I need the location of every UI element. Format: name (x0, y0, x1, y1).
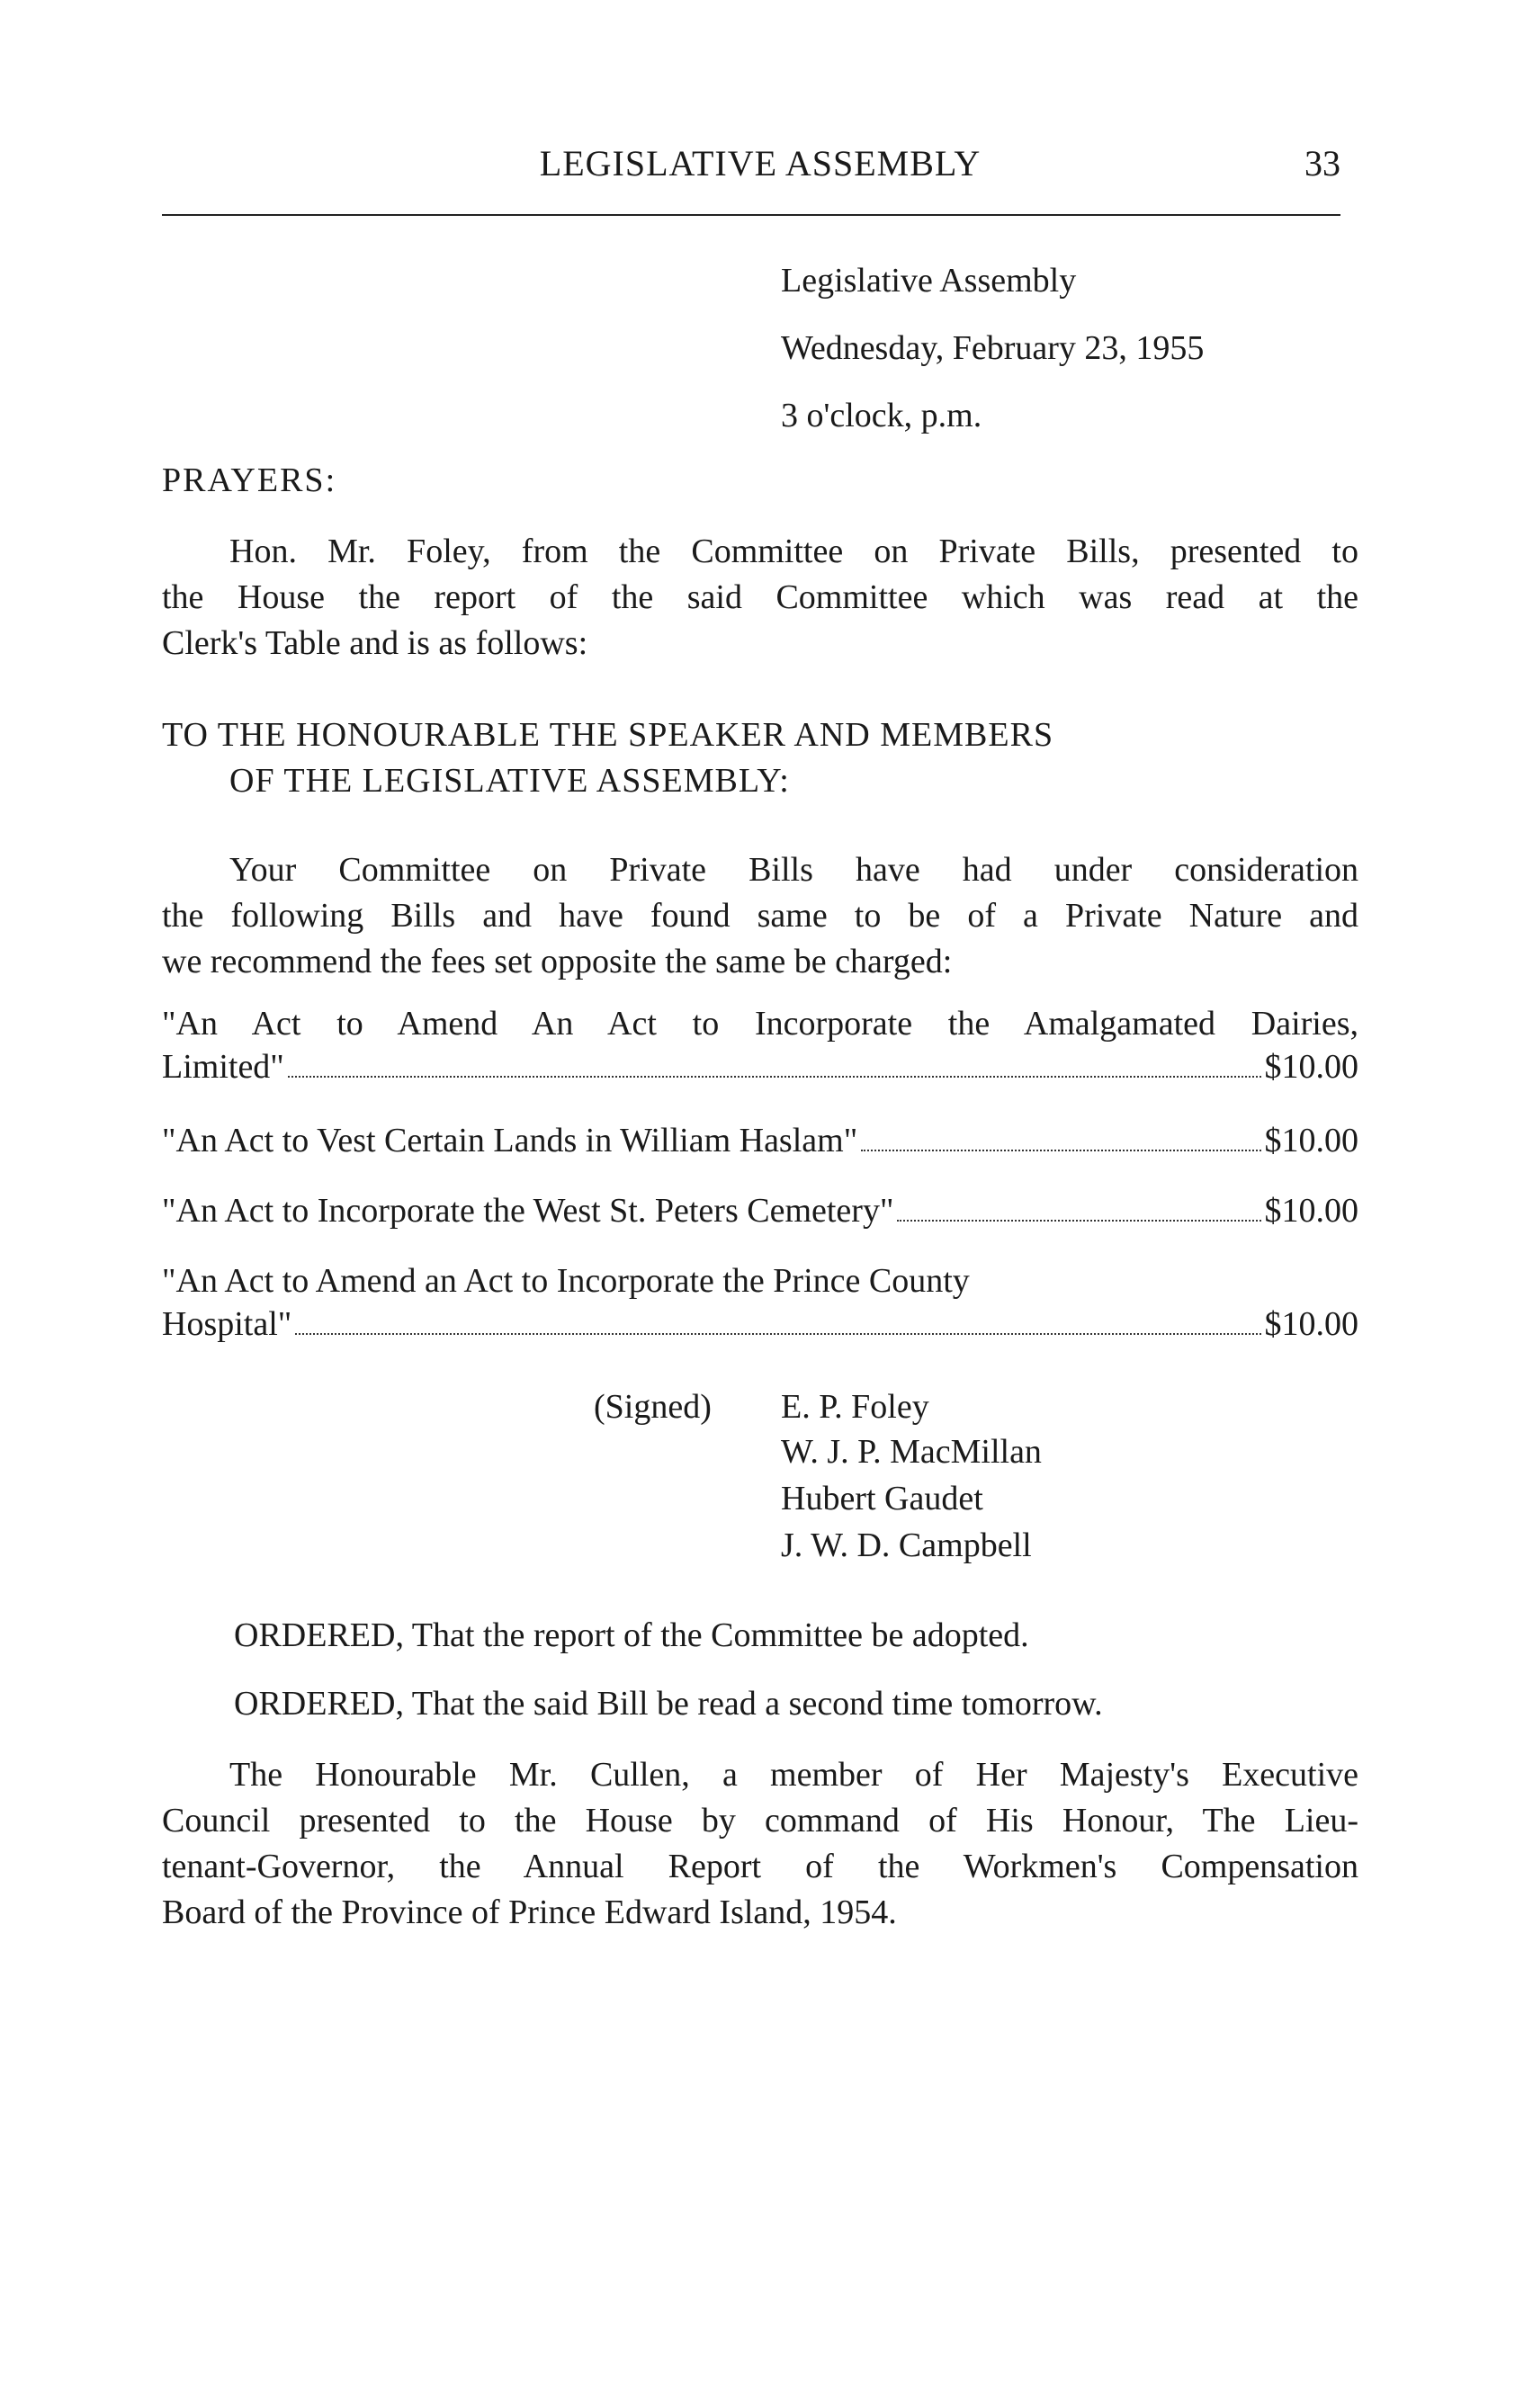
address-line: TO THE HONOURABLE THE SPEAKER AND MEMBERS (162, 716, 1054, 754)
order-second-reading: ORDERED, That the said Bill be read a second time tomorrow. (234, 1685, 1103, 1723)
address-heading (162, 712, 1053, 804)
dot-leader (288, 1076, 1261, 1078)
intro-line: the House the report of the said Committee which was read at the (162, 578, 1358, 616)
bill-fee: $10.00 (1264, 1192, 1358, 1230)
dateline-time: 3 o'clock, p.m. (781, 397, 982, 434)
bill-fee-row (162, 1119, 1358, 1162)
order-adopted: ORDERED, That the report of the Committee be adopted. (234, 1616, 1029, 1654)
bill-fee: $10.00 (1264, 1122, 1358, 1159)
signed-label: (Signed) (594, 1388, 712, 1426)
address-line: OF THE LEGISLATIVE ASSEMBLY: (229, 762, 790, 800)
bill-entry (162, 1189, 1358, 1232)
signer-name: W. J. P. MacMillan (781, 1433, 1042, 1471)
closing-line: Board of the Province of Prince Edward Island, 1954. (162, 1893, 897, 1931)
bill-fee-row (162, 1189, 1358, 1232)
signer-name: J. W. D. Campbell (781, 1526, 1032, 1564)
bill-title: "An Act to Amend an Act to Incorporate the Prince County (162, 1262, 970, 1300)
running-head (162, 142, 1358, 196)
dot-leader (861, 1150, 1260, 1151)
report-line: Your Committee on Private Bills have had under consideration (229, 851, 1358, 889)
prayers-heading: PRAYERS: (162, 461, 337, 499)
bill-entry (162, 1002, 1358, 1088)
closing-paragraph (162, 1752, 1358, 1936)
bill-title: "An Act to Amend An Act to Incorporate the Amalgamated Dairies, (162, 1005, 1358, 1043)
dot-leader (295, 1333, 1260, 1335)
bill-title: "An Act to Vest Certain Lands in William Haslam" (162, 1122, 858, 1159)
signer-name: E. P. Foley (781, 1388, 929, 1426)
bill-fee: $10.00 (1264, 1048, 1358, 1086)
bill-entry (162, 1119, 1358, 1162)
header-rule (162, 214, 1340, 216)
closing-line: Council presented to the House by command of His Honour, The Lieu- (162, 1802, 1358, 1840)
bill-fee: $10.00 (1264, 1305, 1358, 1343)
report-paragraph (162, 847, 1358, 985)
bill-fee-row (162, 1302, 1358, 1346)
page-number: 33 (1304, 143, 1340, 184)
dot-leader (897, 1220, 1260, 1222)
bill-title: "An Act to Incorporate the West St. Peters Cemetery" (162, 1192, 894, 1230)
intro-line: Clerk's Table and is as follows: (162, 624, 588, 662)
report-line: we recommend the fees set opposite the same be charged: (162, 943, 953, 980)
bill-title-cont: Limited" (162, 1048, 284, 1086)
bill-fee-row (162, 1045, 1358, 1088)
intro-paragraph (162, 529, 1358, 667)
bill-title-cont: Hospital" (162, 1305, 292, 1343)
dateline-body: Legislative Assembly (781, 262, 1077, 300)
closing-line: The Honourable Mr. Cullen, a member of Her Majesty's Executive (229, 1756, 1358, 1794)
intro-line: Hon. Mr. Foley, from the Committee on Private Bills, presented to (229, 533, 1358, 570)
closing-line: tenant-Governor, the Annual Report of the Workmen's Compensation (162, 1848, 1358, 1885)
report-line: the following Bills and have found same to be of a Private Nature and (162, 897, 1358, 935)
dateline-date: Wednesday, February 23, 1955 (781, 329, 1205, 367)
signer-name: Hubert Gaudet (781, 1480, 983, 1517)
running-title: LEGISLATIVE ASSEMBLY (539, 143, 982, 184)
bill-entry (162, 1259, 1358, 1346)
